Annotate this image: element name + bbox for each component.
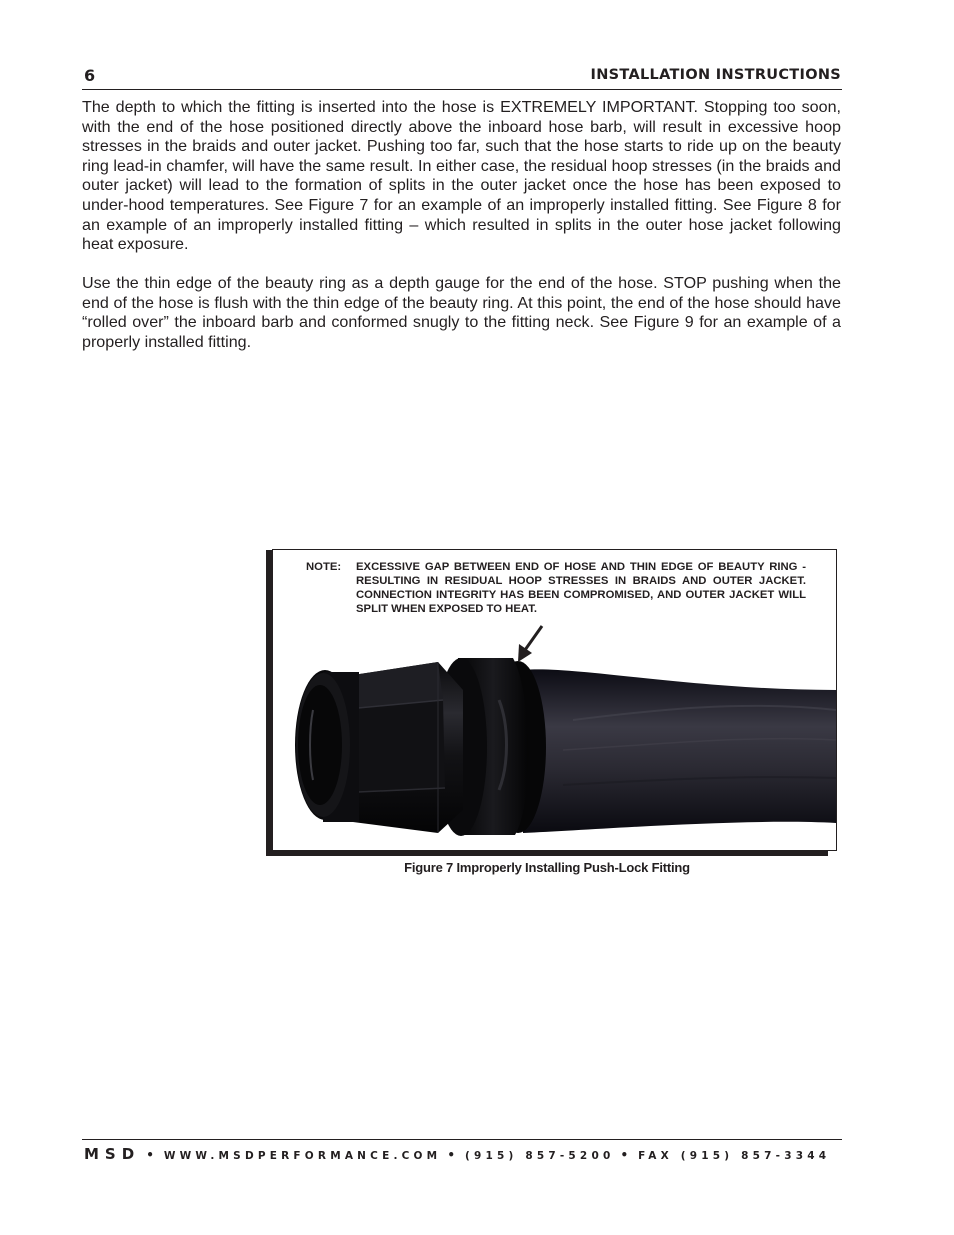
note-label: NOTE: [306,561,342,573]
footer-fax: FAX (915) 857-3344 [638,1150,831,1162]
figure-caption: Figure 7 Improperly Installing Push-Lock Fitting [404,860,690,875]
footer-separator: • [447,1148,455,1162]
note-text: EXCESSIVE GAP BETWEEN END OF HOSE AND THIN EDGE OF BEAUTY RING - RESULTING IN RESIDUAL HOOP STRESSES IN BRAIDS AND OUTER JACKET. CONNECTION INTEGRITY HAS BEEN COMPROMISED, AND OUTER JACKET WILL SPLIT WHEN EXPOSED TO HEAT. [356,561,806,615]
body-paragraph-gauge: Use the thin edge of the beauty ring as a depth gauge for the end of the hose. STOP pushing when the end of the hose is flush with the thin edge of the beauty ring. At this point, the end of the hose should have “rolled over” the inboard barb and conformed snugly to the fitting neck. See Figure 9 for an example of a properly installed fitting. [82,274,841,351]
header-divider [82,89,842,90]
body-paragraph-depth: The depth to which the fitting is inserted into the hose is EXTREMELY IMPORTANT. Stopping too soon, with the end of the hose positioned directly above the inboard hose barb, will result in excessive hoop stresses in the braids and outer jacket. Pushing too far, such that the hose starts to ride up on the beauty ring lead-in chamfer, will have the same result. In either case, the residual hoop stresses (in the braids and outer jacket) will lead to the formation of splits in the outer jacket once the hose has been exposed to under-hood temperatures. See Figure 7 for an example of an improperly installed fitting. See Figure 8 for an example of an improperly installed fitting – which resulted in splits in the outer hose jacket following heat exposure. [82,98,841,254]
figure-7 [272,549,837,851]
page-header-title: INSTALLATION INSTRUCTIONS [590,67,841,83]
footer-website: WWW.MSDPERFORMANCE.COM [163,1150,442,1162]
hose [523,669,836,833]
footer-separator: • [620,1148,629,1162]
footer-phone: (915) 857-5200 [464,1150,615,1162]
pointer-arrow-icon [518,626,542,662]
footer [84,1144,844,1163]
nut-face [295,670,359,822]
page-number: 6 [84,66,96,85]
footer-separator: • [146,1148,154,1162]
hex-nut [353,662,463,833]
footer-divider [82,1139,842,1140]
footer-brand: MSD [84,1145,141,1163]
